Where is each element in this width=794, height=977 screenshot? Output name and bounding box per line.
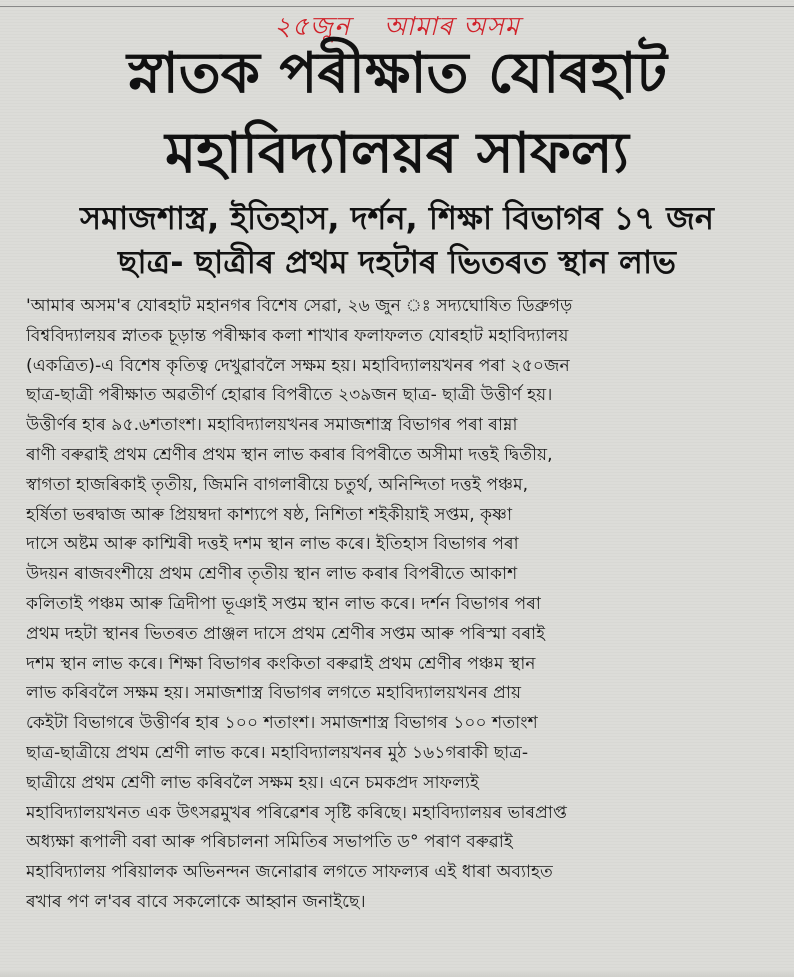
body-line: অধ্যক্ষা ৰূপালী বৰা আৰু পৰিচালনা সমিতিৰ সভাপতি ড° পৰাণ বৰুৱাই (26, 832, 513, 853)
body-line: 'আমাৰ অসম'ৰ যোৰহাট মহানগৰ বিশেষ সেৱা, ২৬ জুন ঃ সদ্যঘোষিত ডিব্ৰুগড় (26, 296, 573, 316)
body-line: উত্তীৰ্ণৰ হাৰ ৯৫.৬শতাংশ। মহাবিদ্যালয়খনৰ সমাজশাস্ত্ৰ বিভাগৰ পৰা ৰাম্না (26, 415, 518, 436)
body-line: দশম স্থান লাভ কৰে। শিক্ষা বিভাগৰ কংকিতা বৰুৱাই প্ৰথম শ্ৰেণীৰ পঞ্চম স্থান (26, 653, 536, 674)
body-line: মহাবিদ্যালয় পৰিয়ালক অভিনন্দন জনোৱাৰ লগতে সাফল্যৰ এই ধাৰা অব্যাহত (26, 862, 553, 883)
headline-line-2: মহাবিদ্যালয়ৰ সাফল্য (165, 121, 629, 186)
body-line: হৰ্ষিতা ভৰদ্বাজ আৰু প্ৰিয়ম্বদা কাশ্যপে ষষ্ঠ, নিশিতা শইকীয়াই সপ্তম, কৃষ্ণা (26, 504, 513, 525)
body-line: কলিতাই পঞ্চম আৰু ত্ৰিদীপা ভূঞাই সপ্তম স্থান লাভ কৰে। দৰ্শন বিভাগৰ পৰা (26, 593, 541, 614)
body-line: উদয়ন ৰাজবংশীয়ে প্ৰথম শ্ৰেণীৰ তৃতীয় স্থান লাভ কৰাৰ বিপৰীতে আকাশ (26, 564, 518, 585)
subheadline-line-1: সমাজশাস্ত্ৰ, ইতিহাস, দৰ্শন, শিক্ষা বিভাগৰ ১৭ জন (80, 199, 714, 237)
body-line: ছাত্ৰ-ছাত্ৰীয়ে প্ৰথম শ্ৰেণী লাভ কৰে। মহাবিদ্যালয়খনৰ মুঠ ১৬১গৰাকী ছাত্ৰ- (26, 742, 529, 763)
body-line: দাসে অষ্টম আৰু কাশ্মিৰী দত্তই দশম স্থান লাভ কৰে। ইতিহাস বিভাগৰ পৰা (26, 534, 519, 555)
body-line: কেইটা বিভাগৰে উত্তীৰ্ণৰ হাৰ ১০০ শতাংশ। সমাজশাস্ত্ৰ বিভাগৰ ১০০ শতাংশ (26, 713, 538, 734)
subheadline (20, 196, 774, 284)
headline-line-1: স্নাতক পৰীক্ষাত যোৰহাট (126, 41, 667, 106)
body-line: (একত্ৰিত)-এ বিশেষ কৃতিত্ব দেখুৱাবলৈ সক্ষম হয়। মহাবিদ্যালয়খনৰ পৰা ২৫০জন (26, 355, 570, 376)
body-line: ছাত্ৰ-ছাত্ৰী পৰীক্ষাত অৱতীৰ্ণ হোৱাৰ বিপৰীতে ২৩৯জন ছাত্ৰ- ছাত্ৰী উত্তীৰ্ণ হয়। (26, 385, 553, 406)
subheadline-line-2: ছাত্ৰ- ছাত্ৰীৰ প্ৰথম দহটাৰ ভিতৰত স্থান লাভ (118, 243, 676, 281)
body-line: স্বাগতা হাজৰিকাই তৃতীয়, জিমনি বাগলাৰীয়ে চতুৰ্থ, অনিন্দিতা দত্তই পঞ্চম, (26, 474, 529, 495)
handwritten-date: ২৫জুন (273, 12, 351, 42)
body-line: ৰাণী বৰুৱাই প্ৰথম শ্ৰেণীৰ প্ৰথম স্থান লাভ কৰাৰ বিপৰীতে অসীমা দত্তই দ্বিতীয়, (26, 444, 553, 465)
body-line: ৰখাৰ পণ ল'বৰ বাবে সকলোকে আহ্বান জনাইছে। (26, 891, 366, 912)
bottom-edge (0, 969, 794, 977)
body-line: প্ৰথম দহটা স্থানৰ ভিতৰত প্ৰাঞ্জল দাসে প্ৰথম শ্ৰেণীৰ সপ্তম আৰু পৰিস্মা বৰাই (26, 623, 546, 644)
body-line: ছাত্ৰীয়ে প্ৰথম শ্ৰেণী লাভ কৰিবলৈ সক্ষম হয়। এনে চমকপ্ৰদ সাফল্যই (26, 772, 479, 793)
handwritten-source: আমাৰ অসম (383, 12, 521, 42)
body-line: বিশ্ববিদ্যালয়ৰ স্নাতক চূড়ান্ত পৰীক্ষাৰ কলা শাখাৰ ফলাফলত যোৰহাট মহাবিদ্যালয় (26, 325, 569, 346)
article-body (26, 292, 772, 918)
headline (20, 34, 774, 194)
body-line: লাভ কৰিবলৈ সক্ষম হয়। সমাজশাস্ত্ৰ বিভাগৰ লগতে মহাবিদ্যালয়খনৰ প্ৰায় (26, 683, 522, 704)
body-line: মহাবিদ্যালয়খনত এক উৎসৱমুখৰ পৰিৱেশৰ সৃষ্টি কৰিছে। মহাবিদ্যালয়ৰ ভাৰপ্ৰাপ্ত (26, 802, 568, 823)
